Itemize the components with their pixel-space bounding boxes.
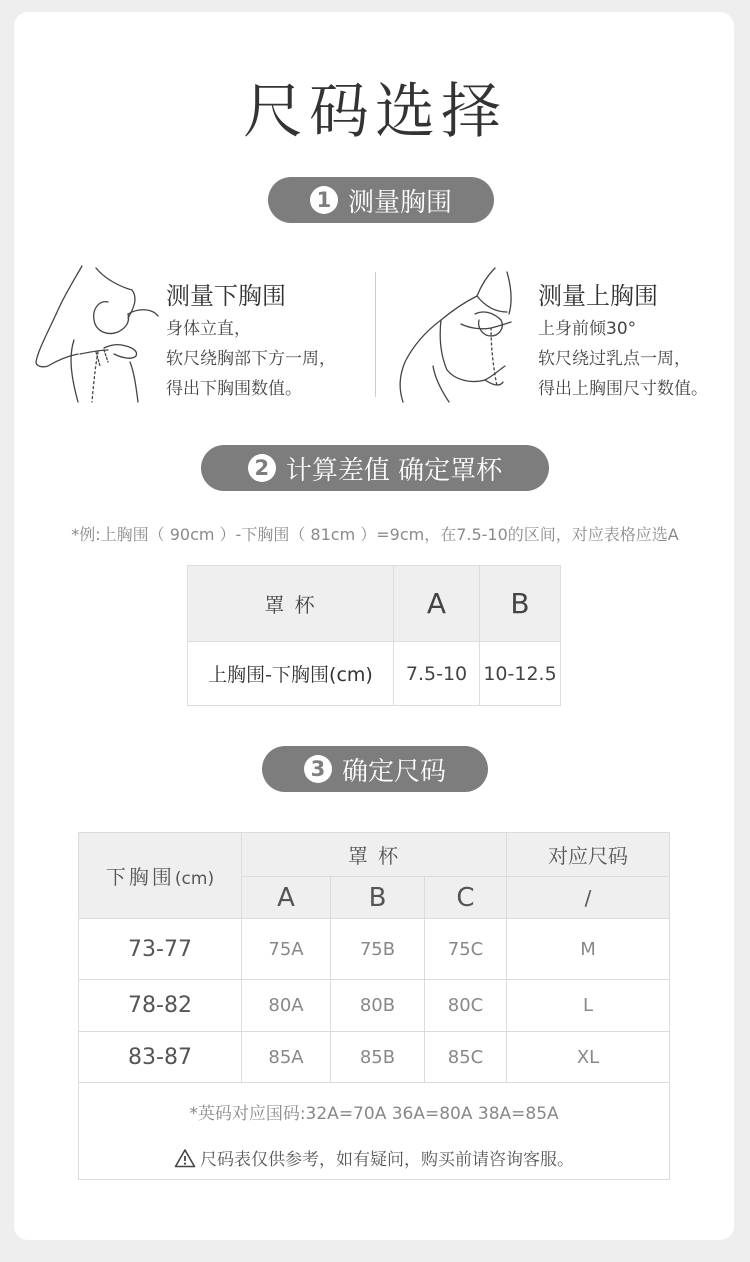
step-2-number: 2 (248, 454, 276, 482)
over-bust-figure-illustration (395, 266, 521, 406)
cup-c-cell: 85C (425, 1032, 507, 1083)
size-column-header: 对应尺码 (507, 833, 670, 877)
size-table (78, 832, 670, 1083)
range-cell: 73-77 (79, 919, 242, 980)
page-title: 尺码选择 (243, 77, 507, 147)
size-cell: XL (507, 1032, 670, 1083)
cup-b-header: B (331, 877, 425, 919)
under-bust-unit: (cm) (174, 869, 215, 889)
under-bust-label: 下胸围 (105, 865, 175, 889)
cup-row-b: 10-12.5 (480, 642, 561, 706)
notes-box (78, 1081, 670, 1180)
table-row (79, 980, 670, 1032)
cup-a-header: A (242, 877, 331, 919)
instruction-line: 得出上胸围尺寸数值。 (538, 379, 708, 399)
warning-note (79, 1145, 669, 1170)
cup-row-a: 7.5-10 (394, 642, 480, 706)
cup-b-cell: 85B (331, 1032, 425, 1083)
warning-icon (174, 1148, 196, 1168)
range-cell: 78-82 (79, 980, 242, 1032)
cup-row-label: 上胸围-下胸围(cm) (188, 642, 394, 706)
step-1-pill (268, 177, 494, 223)
instruction-line: 身体立直， (166, 319, 251, 339)
under-bust-column-header (79, 833, 242, 919)
cup-column-header: 罩 杯 (242, 833, 507, 877)
instruction-line: 软尺绕胸部下方一周， (166, 349, 336, 369)
cup-a-cell: 85A (242, 1032, 331, 1083)
step-2-pill (201, 445, 549, 491)
step-1-number: 1 (310, 186, 338, 214)
over-bust-instructions (538, 314, 708, 404)
over-bust-heading: 测量上胸围 (538, 282, 658, 310)
cup-b-cell: 75B (331, 919, 425, 980)
measure-divider (375, 272, 376, 397)
size-cell: L (507, 980, 670, 1032)
under-bust-heading: 测量下胸围 (166, 282, 286, 310)
cup-table-row (188, 642, 561, 706)
cup-table (187, 565, 561, 706)
size-cell: M (507, 919, 670, 980)
range-cell: 83-87 (79, 1032, 242, 1083)
instruction-line: 软尺绕过乳点一周， (538, 349, 691, 369)
cup-header-a: A (394, 566, 480, 642)
step-1-label: 测量胸围 (347, 187, 452, 218)
step-3-pill (262, 746, 488, 792)
cup-c-cell: 80C (425, 980, 507, 1032)
cup-c-cell: 75C (425, 919, 507, 980)
cup-table-header (188, 566, 561, 642)
size-table-header-row (79, 833, 670, 877)
cup-header-b: B (480, 566, 561, 642)
step-3-label: 确定尺码 (341, 756, 446, 787)
step-3-number: 3 (304, 755, 332, 783)
cup-header-label: 罩 杯 (188, 566, 394, 642)
cup-c-header: C (425, 877, 507, 919)
cup-b-cell: 80B (331, 980, 425, 1032)
under-bust-figure-illustration (34, 262, 159, 404)
under-bust-instructions (166, 314, 336, 404)
instruction-line: 得出下胸围数值。 (166, 379, 302, 399)
table-row (79, 919, 670, 980)
warning-text: 尺码表仅供参考，如有疑问，购买前请咨询客服。 (200, 1150, 574, 1170)
step-2-label: 计算差值 确定罩杯 (285, 455, 503, 486)
size-slash: / (507, 877, 670, 919)
conversion-note: *英码对应国码:32A=70A 36A=80A 38A=85A (189, 1104, 559, 1124)
example-calculation: *例:上胸围（ 90cm ）-下胸围（ 81cm ）=9cm，在7.5-10的区间，对应表格应选A (71, 525, 679, 544)
instruction-line: 上身前倾30° (538, 319, 637, 339)
cup-a-cell: 75A (242, 919, 331, 980)
cup-a-cell: 80A (242, 980, 331, 1032)
table-row (79, 1032, 670, 1083)
